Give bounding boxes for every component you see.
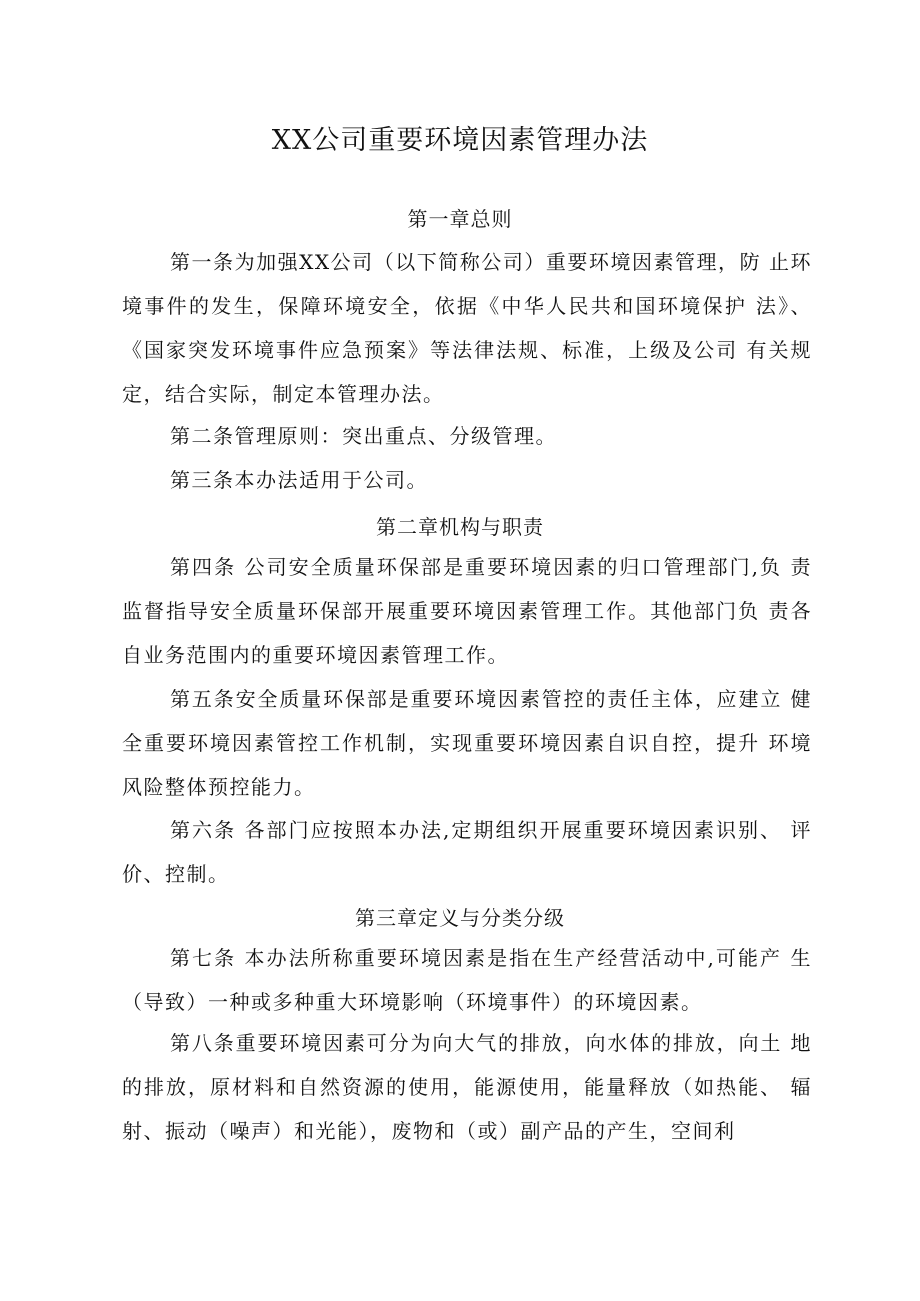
article-label: 第四条 [170, 555, 237, 579]
article-text: 重要环境因素可分为向大气的排放，向水体的排放，向土 地的排放，原材料和自然资源的使用，能源使用，能量释放（如热能、 辐射、振动（噪声）和光能），废物和（或）副产品的产生，空间利 [122, 1031, 813, 1143]
article-label: 第六条 [170, 818, 237, 842]
article-label: 第八条 [170, 1031, 236, 1055]
article-text: 公司安全质量环保部是重要环境因素的归口管理部门,负 责监督指导安全质量环保部开展重要环境因素管理工作。其他部门负 责各自业务范围内的重要环境因素管理工作。 [122, 555, 813, 667]
article-3 [122, 458, 812, 502]
article-text: 为加强XX公司（以下简称公司）重要环境因素管理，防 止环境事件的发生，保障环境安全，依据《中华人民共和国环境保护 法》、《国家突发环境事件应急预案》等法律法规、标准，上级及公司 有关规定，结合实际，制定本管理办法。 [122, 250, 813, 406]
article-8 [122, 1021, 812, 1153]
article-label: 第三条 [170, 468, 235, 492]
article-6 [122, 808, 812, 896]
document-title: XX公司重要环境因素管理办法 [271, 125, 649, 156]
chapter-heading-2: 第二章机构与职责 [376, 515, 544, 539]
chapter-heading-3: 第三章定义与分类分级 [355, 906, 565, 930]
article-label: 第七条 [170, 946, 237, 970]
article-text: 本办法所称重要环境因素是指在生产经营活动中,可能产 生（导致）一种或多种重大环境影响（环境事件）的环境因素。 [122, 946, 813, 1014]
chapter-heading-1: 第一章总则 [407, 207, 513, 231]
article-text: 管理原则：突出重点、分级管理。 [234, 424, 557, 448]
article-text: 本办法适用于公司。 [234, 468, 428, 492]
article-5 [122, 677, 812, 809]
article-text: 各部门应按照本办法,定期组织开展重要环境因素识别、 评价、控制。 [122, 818, 813, 886]
article-label: 第二条 [170, 424, 235, 448]
article-7 [122, 936, 812, 1024]
article-2 [122, 414, 812, 458]
article-1 [122, 240, 812, 416]
article-text: 安全质量环保部是重要环境因素管控的责任主体，应建立 健全重要环境因素管控工作机制，实现重要环境因素自识自控，提升 环境风险整体预控能力。 [122, 687, 813, 799]
article-label: 第一条 [170, 250, 235, 274]
article-label: 第五条 [170, 687, 236, 711]
article-4 [122, 545, 812, 677]
